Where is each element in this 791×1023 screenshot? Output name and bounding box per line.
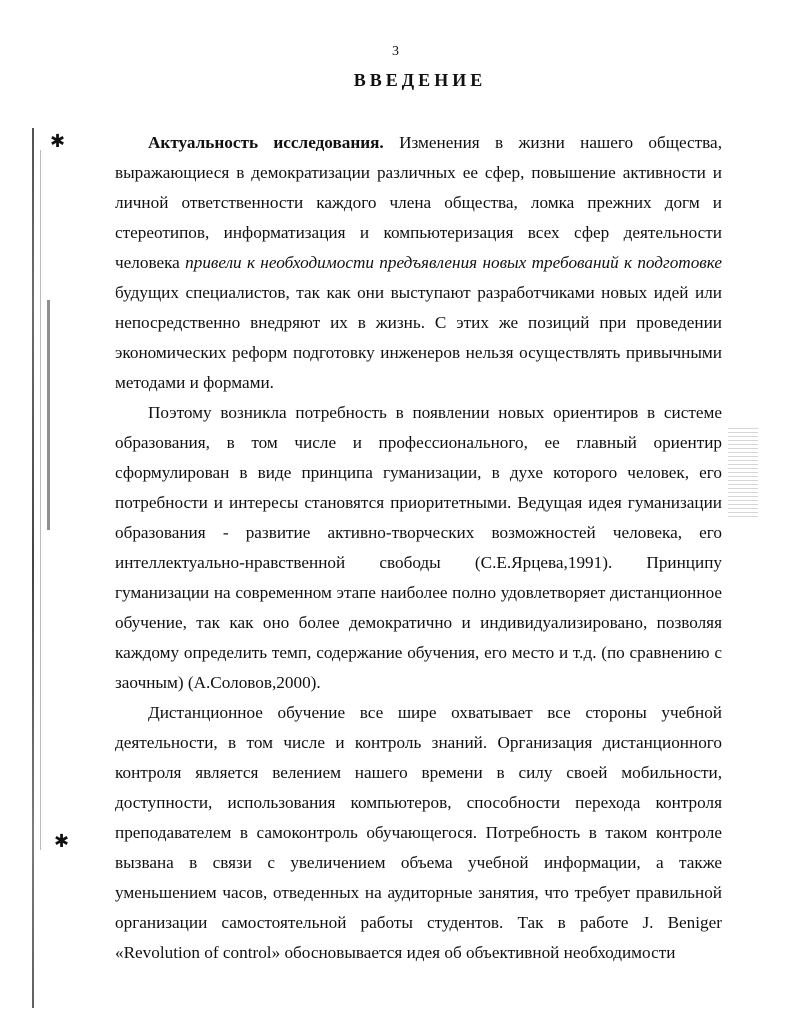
scan-noise-right [728, 428, 758, 518]
paragraph-text: будущих специалистов, так как они выступают разработчиками новых идей или непосредственно внедряют их в жизнь. С этих же позиций при проведении экономических реформ подготовку инженеров нельзя осуществлять привычными методами и формами. [115, 283, 722, 392]
scan-edge-line [32, 128, 34, 1008]
paragraph-humanization: Поэтому возникла потребность в появлении новых ориентиров в системе образования, в том числе и профессионального, ее главный ориентир сформулирован в виде принципа гуманизации, в духе которого человек, его потребности и интересы становятся приоритетными. Ведущая идея гуманизации образования - развитие активно-творческих возможностей человека, его интеллектуально-нравственной свободы (С.Е.Ярцева,1991). Принципу гуманизации на современном этапе наиболее полно удовлетворяет дистанционное обучение, так как оно более демократично и индивидуализировано, позволяя каждому определить темп, содержание обучения, его место и т.д. (по сравнению с заочным) (А.Соловов,2000). [115, 403, 722, 692]
page-title: ВВЕДЕНИЕ [353, 70, 487, 90]
scan-edge-smudge [47, 300, 50, 530]
ink-blot-top: ✱ [50, 131, 66, 151]
paragraph-text-italic: привели к необходимости предъявления новых требований к подготовке [185, 253, 722, 272]
ink-blot-bottom: ✱ [54, 831, 70, 851]
paragraph-distance-learning: Дистанционное обучение все шире охватывает все стороны учебной деятельности, в том числе и контроль знаний. Организация дистанционного контроля является велением нашего времени в силу своей мобильности, доступности, использования компьютеров, способности перехода контроля преподавателем в самоконтроль обучающегося. Потребность в таком контроле вызвана в связи с увеличением объема учебной информации, а также уменьшением часов, отведенных на аудиторные занятия, что требует правильной организации самостоятельной работы студентов. Так в работе J. Beniger «Revolution of control» обосновывается идея об объективной необходимости [115, 703, 722, 962]
paragraph-text: Изменения в жизни нашего общества, выражающиеся в демократизации различных ее сфер, повышение активности и личной ответственности каждого члена общества, ломка прежних догм и стереотипов, информатизация и компьютеризация всех сфер деятельности человека [115, 133, 722, 272]
scan-edge-line-secondary [40, 150, 41, 850]
body-text [115, 128, 722, 968]
relevance-lead: Актуальность исследования. [148, 133, 384, 152]
page-number: 3 [392, 44, 399, 59]
paragraph-relevance [115, 128, 722, 398]
